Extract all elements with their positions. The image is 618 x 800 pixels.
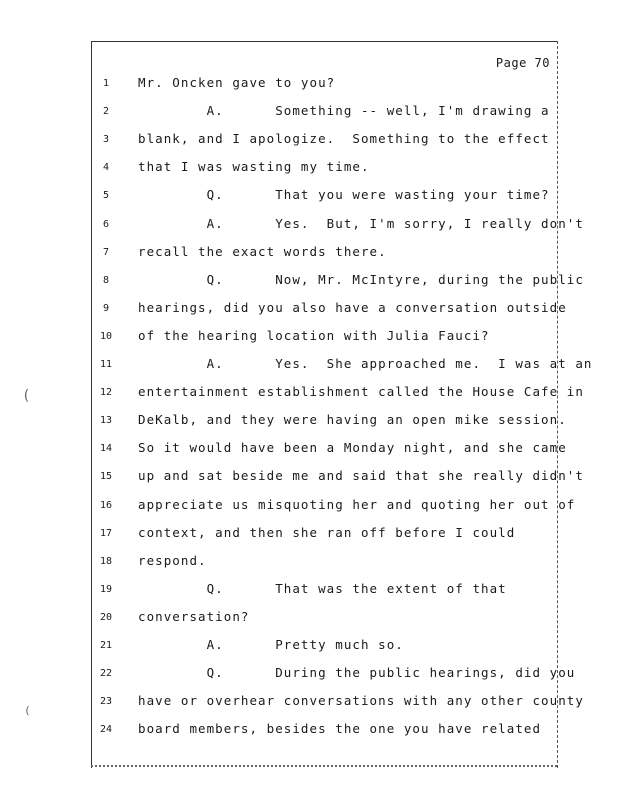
line-text: conversation? [138,608,250,624]
transcript-line [0,356,618,376]
line-number: 9 [102,302,110,314]
line-text: A. Something -- well, I'm drawing a [138,103,550,119]
transcript-line [0,525,618,545]
transcript-line [0,637,618,657]
line-number: 1 [102,78,110,89]
transcript-line [0,665,618,685]
line-number: 23 [99,696,113,708]
line-number: 3 [102,134,110,146]
transcript-line [0,384,618,404]
line-text: Q. That you were wasting your time? [138,187,550,203]
line-number: 7 [102,246,110,258]
transcript-line [0,440,618,460]
line-text: So it would have been a Monday night, and she came [138,440,567,456]
line-number: 11 [99,359,113,370]
line-text: A. Pretty much so. [138,637,404,652]
transcript-line [0,244,618,264]
line-number: 5 [102,190,110,202]
line-text: A. Yes. But, I'm sorry, I really don't [138,215,584,231]
line-text: up and sat beside me and said that she really didn't [138,468,584,484]
line-text: Q. Now, Mr. McIntyre, during the public [138,271,584,287]
transcript-line [0,75,618,95]
line-text: that I was wasting my time. [138,159,370,175]
line-text: Mr. Oncken gave to you? [138,75,336,90]
transcript-line [0,497,618,517]
transcript-line [0,581,618,601]
transcript-line [0,103,618,123]
line-text: recall the exact words there. [138,243,387,259]
margin-scan-mark: ( [24,704,31,717]
transcript-line [0,272,618,292]
transcript-line [0,412,618,432]
line-text: hearings, did you also have a conversation outside [138,299,567,315]
transcript-line [0,468,618,488]
line-number: 4 [102,162,110,174]
line-number: 10 [99,330,113,342]
transcript-line [0,693,618,713]
line-number: 24 [99,724,113,736]
transcript-line [0,300,618,320]
transcript-line [0,131,618,151]
line-number: 17 [99,527,113,539]
line-number: 20 [99,611,113,623]
line-text: Q. During the public hearings, did you [138,665,576,681]
transcript-line [0,553,618,573]
transcript-line [0,328,618,348]
line-text: DeKalb, and they were having an open mike session. [138,412,567,428]
line-number: 13 [99,415,113,427]
line-number: 8 [102,274,110,286]
line-text: A. Yes. She approached me. I was at an [138,356,593,371]
line-number: 14 [99,443,113,455]
line-text: appreciate us misquoting her and quoting her out of [138,496,576,512]
transcript-line [0,187,618,207]
line-text: board members, besides the one you have related [138,721,542,737]
transcript-line [0,721,618,741]
line-number: 21 [99,640,113,651]
transcript-line [0,609,618,629]
line-text: have or overhear conversations with any other county [138,693,584,709]
transcript-line [0,216,618,236]
line-number: 22 [99,668,113,680]
line-number: 16 [99,499,113,511]
line-text: context, and then she ran off before I could [138,524,516,540]
line-number: 6 [102,218,110,230]
transcript-line [0,159,618,179]
line-text: of the hearing location with Julia Fauci? [138,327,490,343]
line-number: 18 [99,555,113,567]
line-number: 2 [102,106,110,118]
line-text: entertainment establishment called the House Cafe in [138,384,584,400]
line-number: 19 [99,583,113,595]
line-text: blank, and I apologize. Something to the effect [138,131,550,147]
line-text: respond. [138,552,207,568]
page-number: Page 70 [495,56,550,70]
page-bottom-rule [91,765,557,767]
line-number: 15 [99,471,113,483]
line-number: 12 [99,387,113,399]
line-text: Q. That was the extent of that [138,580,507,596]
margin-scan-mark: ( [22,388,31,404]
